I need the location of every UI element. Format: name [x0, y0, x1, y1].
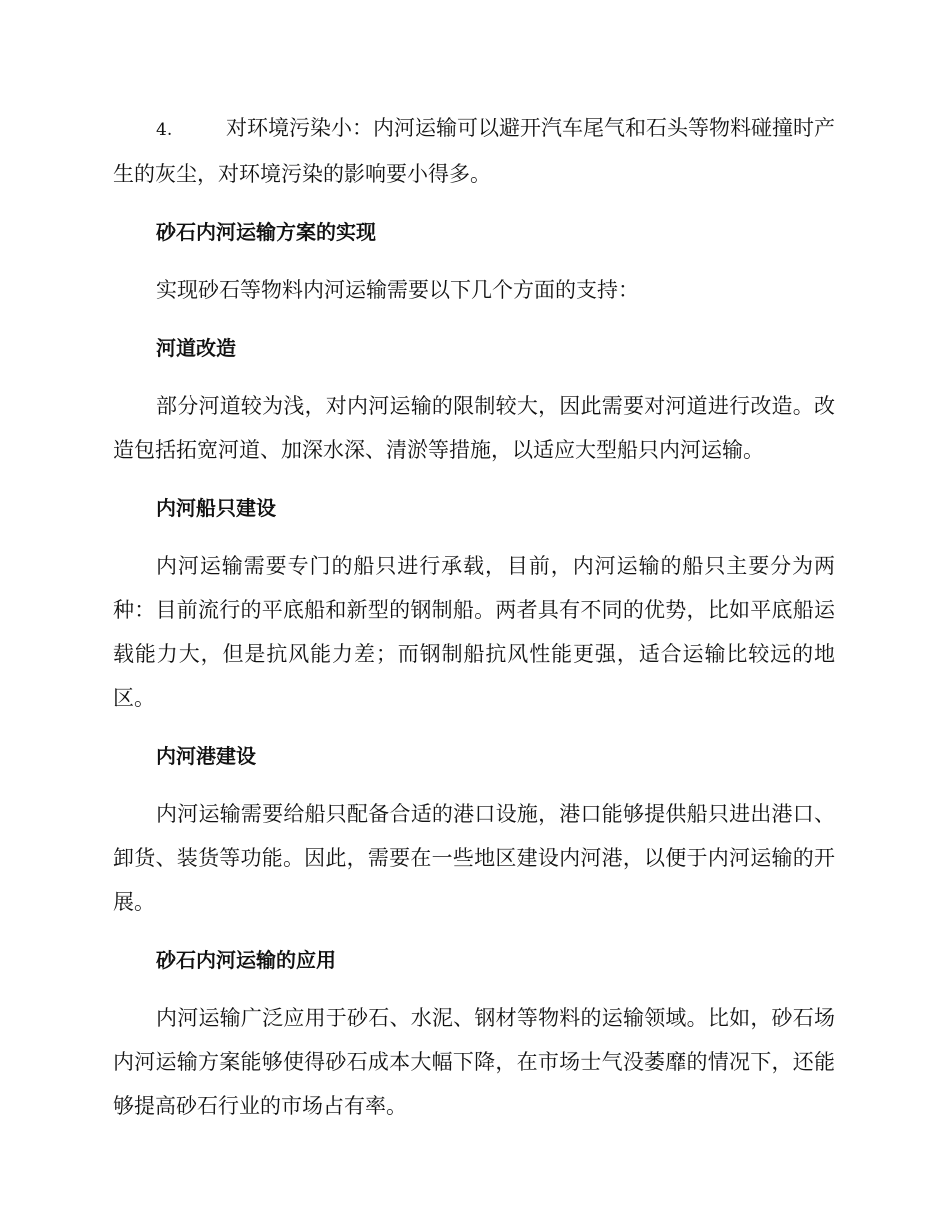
document-page [113, 106, 835, 1142]
section-heading-implementation: 砂石内河运输方案的实现 [156, 220, 376, 244]
list-item-text: 对环境污染小：内河运输可以避开汽车尾气和石头等物料碰撞时产生的灰尘，对环境污染的影响要小得多。 [113, 116, 835, 186]
paragraph-port-construction: 内河运输需要给船只配备合适的港口设施，港口能够提供船只进出港口、卸货、装货等功能。因此，需要在一些地区建设内河港，以便于内河运输的开展。 [113, 802, 835, 914]
list-item-4 [113, 106, 835, 196]
paragraph-river-renovation: 部分河道较为浅，对内河运输的限制较大，因此需要对河道进行改造。改造包括拓宽河道、加深水深、清淤等措施，以适应大型船只内河运输。 [113, 394, 835, 462]
list-number: 4. [156, 120, 173, 140]
section-heading-application: 砂石内河运输的应用 [156, 948, 336, 972]
subheading-ship-construction: 内河船只建设 [156, 496, 276, 520]
section-intro: 实现砂石等物料内河运输需要以下几个方面的支持： [156, 278, 639, 302]
paragraph-ship-construction: 内河运输需要专门的船只进行承载，目前，内河运输的船只主要分为两种：目前流行的平底船和新型的钢制船。两者具有不同的优势，比如平底船运载能力大，但是抗风能力差；而钢制船抗风性能更强，适合运输比较远的地区。 [113, 554, 835, 710]
subheading-river-renovation: 河道改造 [156, 336, 236, 360]
subheading-port-construction: 内河港建设 [156, 744, 256, 768]
paragraph-application: 内河运输广泛应用于砂石、水泥、钢材等物料的运输领域。比如，砂石场内河运输方案能够使得砂石成本大幅下降，在市场士气没萎靡的情况下，还能够提高砂石行业的市场占有率。 [113, 1006, 835, 1118]
